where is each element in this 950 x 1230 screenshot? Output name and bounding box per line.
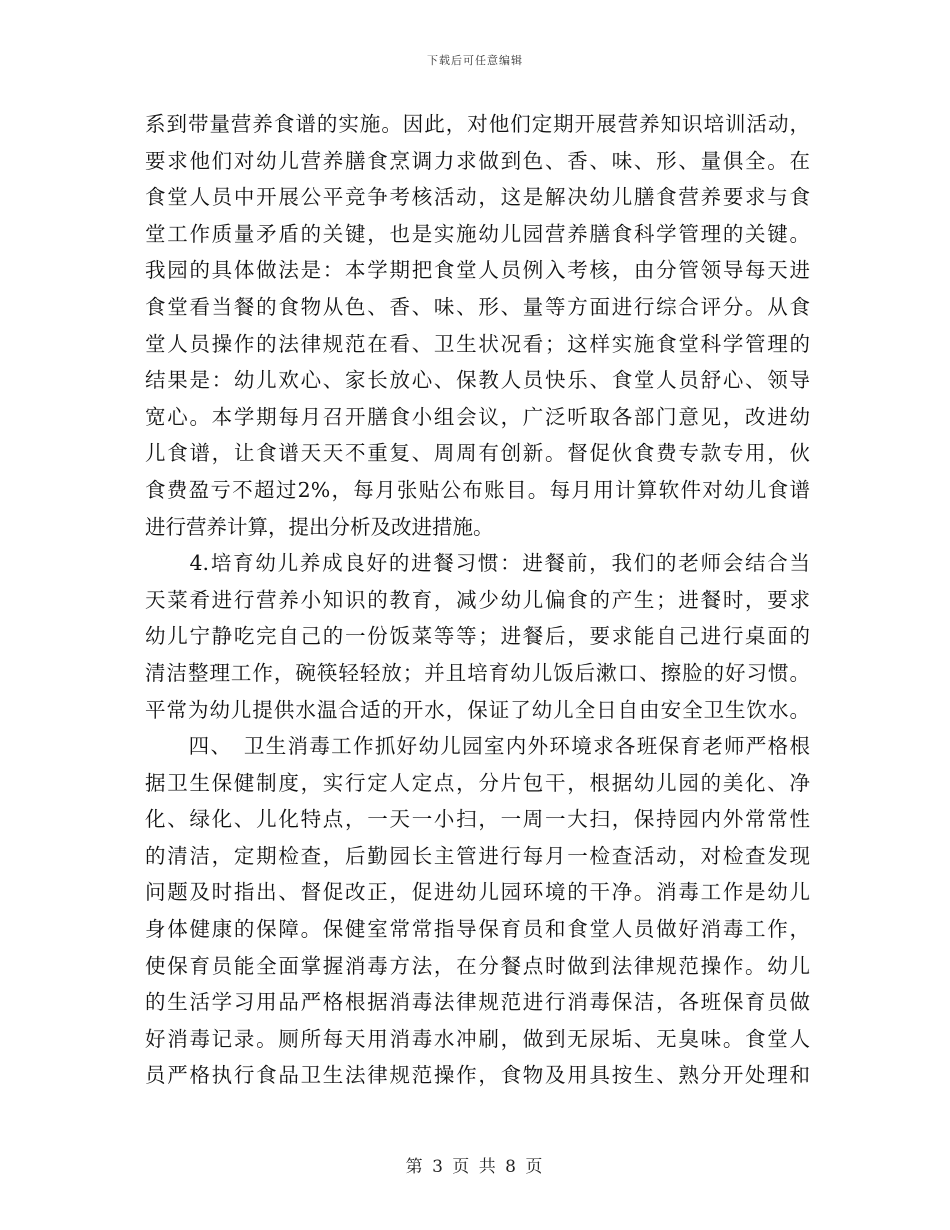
text-line: 四、 卫生消毒工作抓好幼儿园室内外环境求各班保育老师严格根	[145, 734, 810, 759]
page-footer: 第 3 页 共 8 页	[405, 1157, 545, 1177]
text-line: 食堂人员中开展公平竞争考核活动，这是解决幼儿膳食营养要求与食	[145, 185, 810, 210]
text-line: 食堂看当餐的食物从色、香、味、形、量等方面进行综合评分。从食	[145, 294, 810, 319]
text-line: 4.培育幼儿养成良好的进餐习惯：进餐前，我们的老师会结合当	[145, 551, 810, 576]
text-line: 系到带量营养食谱的实施。因此，对他们定期开展营养知识培训活动，	[145, 112, 810, 136]
text-line: 使保育员能全面掌握消毒方法，在分餐点时做到法律规范操作。幼儿	[145, 953, 810, 978]
text-line: 要求他们对幼儿营养膳食烹调力求做到色、香、味、形、量俱全。在	[145, 148, 810, 173]
text-line: 化、绿化、儿化特点，一天一小扫，一周一大扫，保持园内外常常性	[145, 807, 810, 832]
document-body	[145, 106, 810, 1094]
text-line: 堂人员操作的法律规范在看、卫生状况看；这样实施食堂科学管理的	[145, 331, 810, 356]
text-line: 据卫生保健制度，实行定人定点，分片包干，根据幼儿园的美化、净	[145, 770, 810, 795]
text-line: 进行营养计算，提出分析及改进措施。	[145, 514, 494, 539]
text-line: 的清洁，定期检查，后勤园长主管进行每月一检查活动，对检查发现	[145, 843, 810, 868]
text-line: 结果是：幼儿欢心、家长放心、保教人员快乐、食堂人员舒心、领导	[145, 368, 810, 393]
text-line: 的生活学习用品严格根据消毒法律规范进行消毒保洁，各班保育员做	[145, 990, 810, 1015]
text-line: 天菜肴进行营养小知识的教育，减少幼儿偏食的产生；进餐时，要求	[145, 587, 810, 612]
text-line: 身体健康的保障。保健室常常指导保育员和食堂人员做好消毒工作，	[145, 917, 810, 942]
text-line: 我园的具体做法是：本学期把食堂人员例入考核，由分管领导每天进	[145, 258, 810, 283]
text-line: 员严格执行食品卫生法律规范操作，食物及用具按生、熟分开处理和	[145, 1063, 810, 1088]
text-line: 好消毒记录。厕所每天用消毒水冲刷，做到无尿垢、无臭味。食堂人	[145, 1026, 810, 1051]
text-line: 清洁整理工作，碗筷轻轻放；并且培育幼儿饭后漱口、擦脸的好习惯。	[145, 660, 810, 685]
text-line: 平常为幼儿提供水温合适的开水，保证了幼儿全日自由安全卫生饮水。	[145, 697, 810, 722]
text-line: 堂工作质量矛盾的关键，也是实施幼儿园营养膳食科学管理的关键。	[145, 221, 810, 246]
text-line: 儿食谱，让食谱天天不重复、周周有创新。督促伙食费专款专用，伙	[145, 441, 810, 466]
text-line: 宽心。本学期每月召开膳食小组会议，广泛听取各部门意见，改进幼	[145, 404, 810, 429]
page-header: 下载后可任意编辑	[427, 54, 523, 67]
text-line: 问题及时指出、督促改正，促进幼儿园环境的干净。消毒工作是幼儿	[145, 880, 810, 905]
text-line: 幼儿宁静吃完自己的一份饭菜等等；进餐后，要求能自己进行桌面的	[145, 624, 810, 649]
text-line: 食费盈亏不超过2%，每月张贴公布账目。每月用计算软件对幼儿食谱	[145, 477, 810, 502]
